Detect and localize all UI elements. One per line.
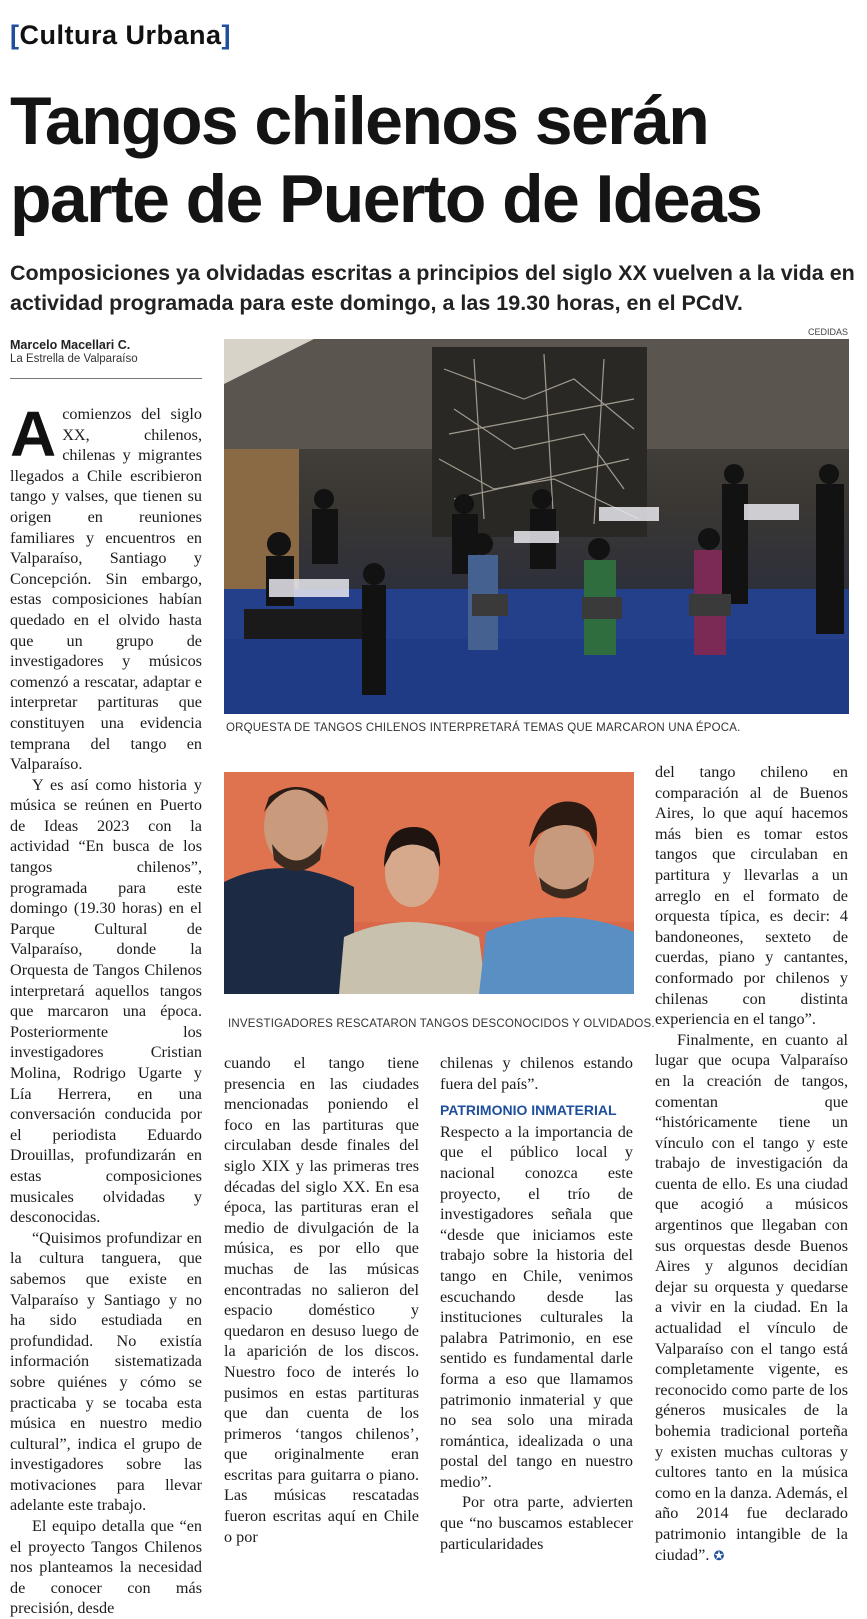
orchestra-photo-caption: ORQUESTA DE TANGOS CHILENOS INTERPRETARÁ TEMAS QUE MARCARON UNA ÉPOCA. (226, 722, 741, 734)
body-paragraph: El equipo detalla que “en el proyecto Tangos Chilenos nos planteamos la necesidad de conocer con más precisión, desde (10, 1517, 202, 1618)
subheadline: Composiciones ya olvidadas escritas a principios del siglo XX vuelven a la vida en actividad programada para este domingo, a las 19.30 horas, en el PCdV. (10, 261, 855, 315)
body-paragraph: chilenas y chilenos estando fuera del país”. (440, 1054, 633, 1093)
body-paragraph: Respecto a la importancia de que el público local y nacional conozca este proyecto, el trío de investigadores señala que “desde que iniciamos este trabajo sobre la historia del tango en Chile, venimos escuchando desde las instituciones culturales la palabra Patrimonio, en ese sentido es fundamental darle forma a eso que llamamos patrimonio inmaterial y que no sea solo una mirada romántica, idealizada o una postal del tango en nuestro medio”. (440, 1122, 633, 1491)
byline-author: Marcelo Macellari C. (10, 338, 131, 352)
byline (10, 338, 202, 365)
article-column-2 (224, 1053, 419, 1547)
article-column-3 (440, 1053, 633, 1554)
researchers-illustration (224, 772, 634, 994)
photo-credit: CEDIDAS (808, 327, 849, 337)
end-of-article-icon: ✪ (713, 1548, 725, 1564)
article-column-4 (655, 762, 848, 1567)
section-name: Cultura Urbana (19, 20, 222, 50)
section-subhead: PATRIMONIO INMATERIAL (440, 1102, 617, 1119)
section-label: [Cultura Urbana] (10, 20, 232, 50)
researchers-photo-caption: INVESTIGADORES RESCATARON TANGOS DESCONOCIDOS Y OLVIDADOS. (228, 1018, 655, 1030)
drop-cap: A (10, 398, 57, 470)
body-paragraph: Y es así como historia y música se reúnen en Puerto de Ideas 2023 con la actividad “En busca de los tangos chilenos”, programada para este domingo (19.30 horas) en el Parque Cultural de Valparaíso, donde la Orquesta de Tangos Chilenos interpretará aquellos tangos que marcaron una época. Posteriormente los investigadores Cristian Molina, Rodrigo Ugarte y Lía Herrera, en una conversación conducida por el periodista Eduardo Drouillas, profundizarán en estas composiciones musicales olvidadas y desconocidas. (10, 775, 202, 1227)
body-paragraph: cuando el tango tiene presencia en las ciudades mencionadas poniendo el foco en las partituras que circulaban desde finales del siglo XIX y las primeras tres décadas del siglo XX. En esa época, las partituras eran el medio de divulgación de la música, es por ello que muchas de las músicas encontradas no salieron del espacio doméstico y quedaron en desuso luego de la aparición de los discos. Nuestro foco de interés lo pusimos en estas partituras que dan cuenta de los primeros ‘tangos chilenos’, que originalmente eran escritas para guitarra o piano. Las músicas rescatadas fueron escritas aquí en Chile o por (224, 1054, 419, 1546)
article-column-1 (10, 398, 202, 1619)
headline: Tangos chilenos serán parte de Puerto de Ideas (10, 83, 762, 237)
body-paragraph: Finalmente, en cuanto al lugar que ocupa Valparaíso en la creación de tangos, comentan que “históricamente tiene un vínculo con el tango y este trabajo de investigación da cuenta de ello. Es una ciudad que acogió a músicos argentinos que llegaban con sus orquestas desde Buenos Aires y algunos decidían dejar su orquesta y quedarse a vivir en la ciudad. En la actualidad el vínculo de Valparaíso con el tango está completamente vigente, es reconocido como parte de los géneros musicales de la bohemia tradicional porteña y existen muchas cultoras y cultores tanto en la música como en la danza. Además, el año 2014 fue declarado patrimonio intangible de la ciudad”. ✪ (655, 1030, 848, 1564)
byline-outlet: La Estrella de Valparaíso (10, 353, 138, 365)
orchestra-photo (224, 339, 849, 714)
body-paragraph: del tango chileno en comparación al de Buenos Aires, lo que aquí hacemos más bien es tomar estos tangos que circulaban en partitura y llevarlas a un arreglo en el formato de orquesta típica, es decir: 4 bandoneones, sexteto de cuerdas, piano y cantantes, conformado por chilenos y chilenas con distinta experiencia en el tango”. (655, 763, 848, 1029)
orchestra-illustration (224, 339, 849, 714)
byline-divider (10, 378, 202, 379)
body-paragraph: Por otra parte, advierten que “no buscamos establecer particularidades (440, 1493, 633, 1553)
body-paragraph: Acomienzos del siglo XX, chilenos, chilenas y migrantes llegados a Chile escribieron tango y valses, que tienen su origen en reuniones familiares y encuentros en Valparaíso, Santiago y Concepción. Sin embargo, estas composiciones habían quedado en el olvido hasta que un grupo de investigadores y músicos comenzó a rescatar, adaptar e interpretar partituras que constituyen una evidencia temprana del tango en Valparaíso. (10, 398, 202, 774)
researchers-photo (224, 772, 634, 994)
body-paragraph: “Quisimos profundizar en la cultura tanguera, que sabemos que existe en Valparaíso y Santiago y no ha sido estudiada en profundidad. No existía información sistematizada sobre quiénes y cómo se practicaba y se tocaba esta música en nuestro medio cultural”, indica el grupo de investigadores sobre las motivaciones para llevar adelante este trabajo. (10, 1228, 202, 1515)
